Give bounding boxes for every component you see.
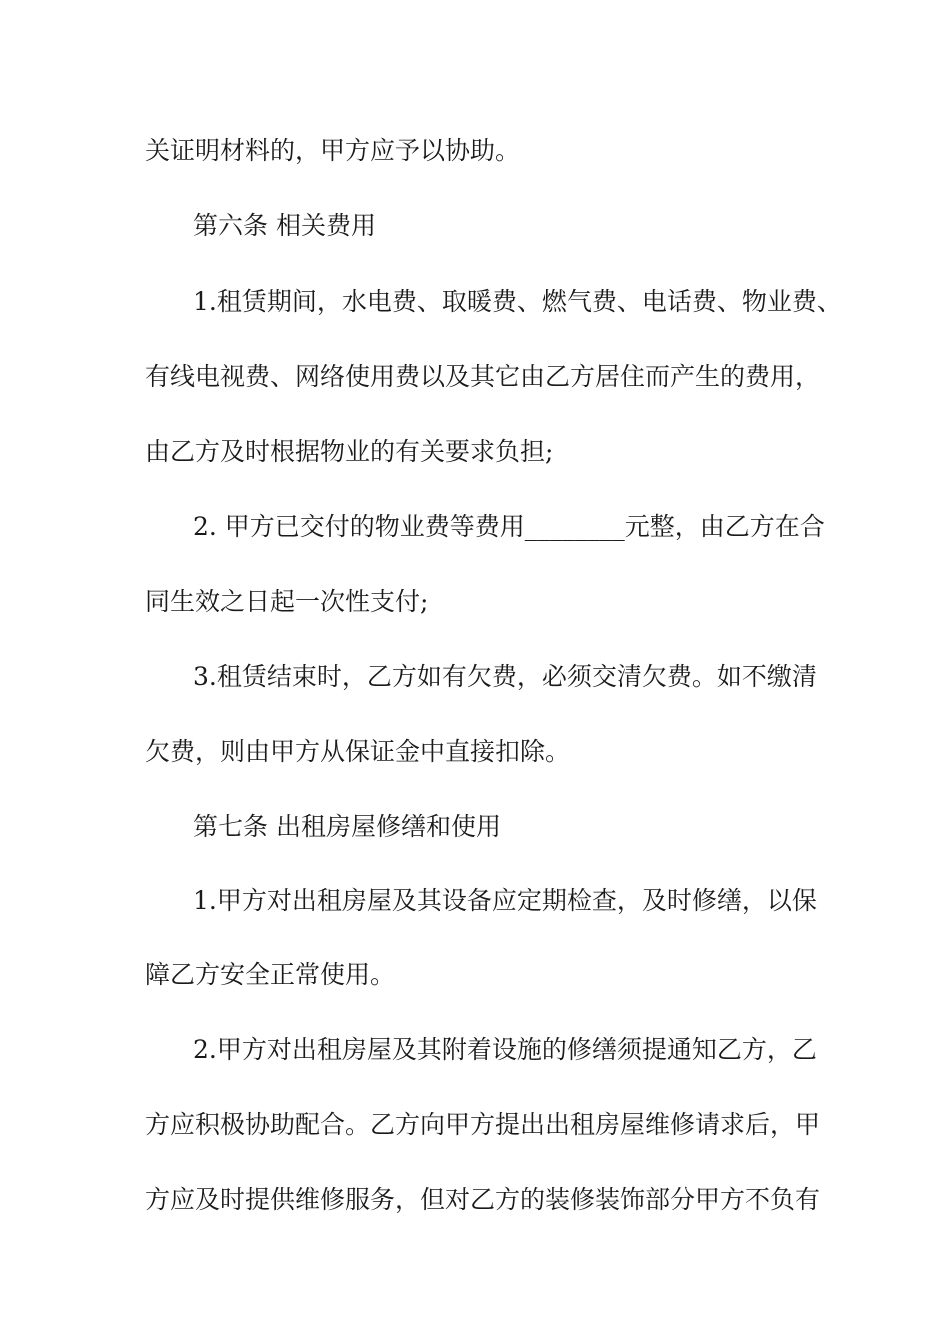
text-line: 2.甲方对出租房屋及其附着设施的修缮须提通知乙方，乙: [193, 1035, 817, 1064]
text-line: 1.租赁期间，水电费、取暖费、燃气费、电话费、物业费、: [193, 287, 842, 316]
section-heading: 第七条 出租房屋修缮和使用: [193, 812, 501, 841]
text-line: 1.甲方对出租房屋及其设备应定期检查，及时修缮，以保: [193, 886, 817, 915]
text-line: 3.租赁结束时，乙方如有欠费，必须交清欠费。如不缴清: [193, 662, 817, 691]
text-line: 有线电视费、网络使用费以及其它由乙方居住而产生的费用，: [145, 362, 821, 391]
text-line: 欠费，则由甲方从保证金中直接扣除。: [145, 737, 571, 766]
text-line: 方应积极协助配合。乙方向甲方提出出租房屋维修请求后，甲: [145, 1110, 821, 1139]
text-line: 方应及时提供维修服务，但对乙方的装修装饰部分甲方不负有: [145, 1185, 821, 1214]
section-heading: 第六条 相关费用: [193, 211, 376, 240]
text-line: 由乙方及时根据物业的有关要求负担;: [145, 437, 554, 466]
text-line: 2. 甲方已交付的物业费等费用________元整，由乙方在合: [193, 512, 825, 541]
text-line: 障乙方安全正常使用。: [145, 960, 396, 989]
text-line: 关证明材料的，甲方应予以协助。: [145, 136, 521, 165]
text-line: 同生效之日起一次性支付;: [145, 587, 429, 616]
